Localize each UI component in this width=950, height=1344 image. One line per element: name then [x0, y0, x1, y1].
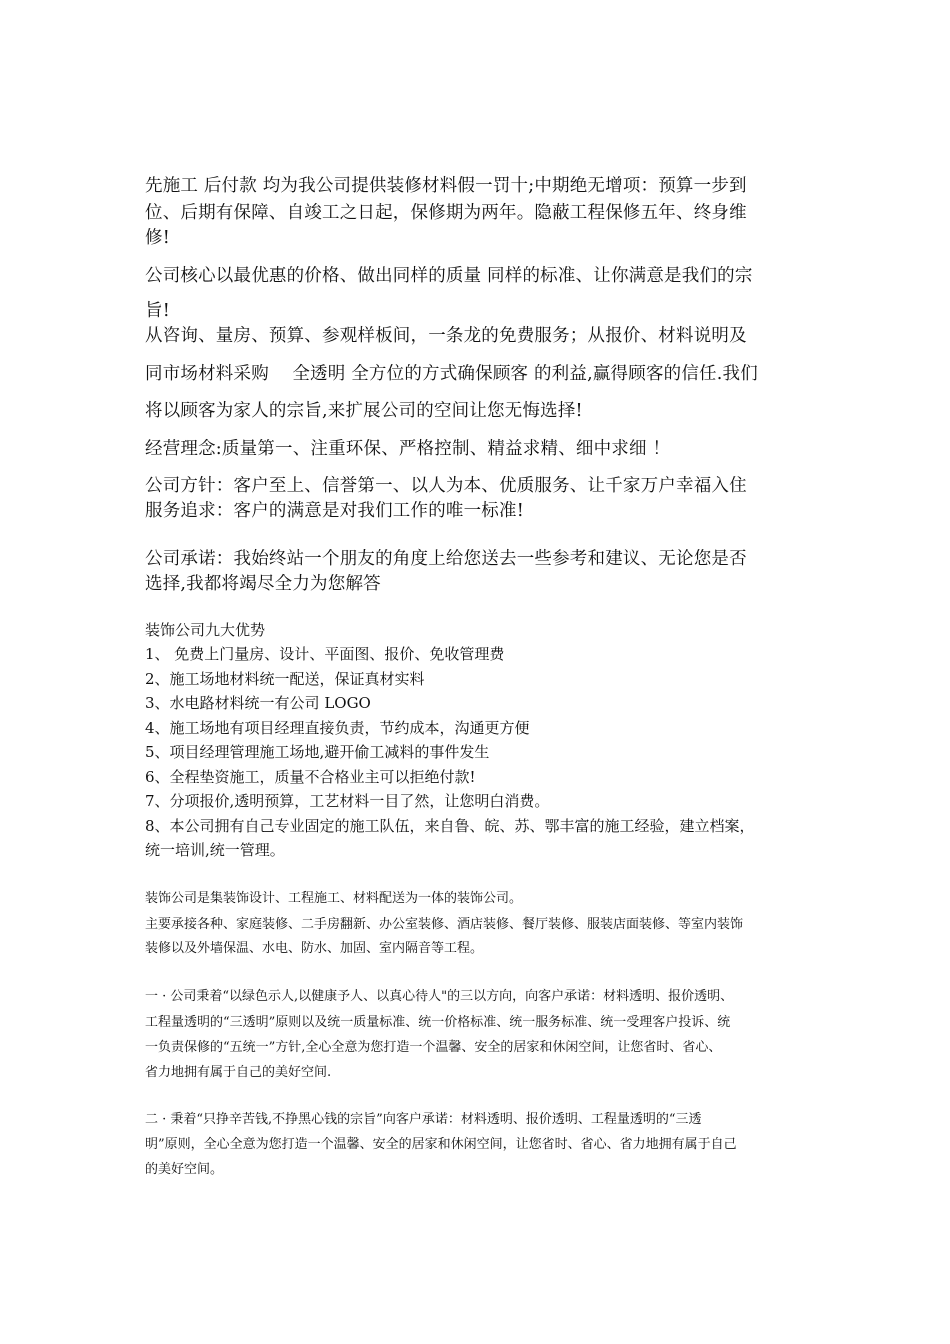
advantage-item-2: 2、施工场地材料统一配送，保证真材实料: [145, 670, 425, 688]
point-one-line-3: 一负责保修的“五统一”方针,全心全意为您打造一个温馨、安全的居家和休闲空间，让您省时、省心、: [145, 1040, 722, 1055]
advantage-item-3: 3、水电路材料统一有公司 LOGO: [145, 694, 371, 712]
intro-line-3: 修!: [145, 228, 170, 248]
advantage-item-8: 8、本公司拥有自己专业固定的施工队伍，来自鲁、皖、苏、鄂丰富的施工经验，建立档案，: [145, 817, 755, 835]
point-two-line-1: 二 · 秉着“只挣辛苦钱,不挣黑心钱的宗旨”向客户承诺：材料透明、报价透明、工程量透明的“三透: [145, 1112, 702, 1127]
advantage-item-7: 7、分项报价,透明预算，工艺材料一目了然，让您明白消费。: [145, 792, 550, 810]
about-line-2: 主要承接各种、家庭装修、二手房翻新、办公室装修、酒店装修、餐厅装修、服装店面装修、等室内装饰: [145, 917, 744, 932]
advantages-title: 装饰公司九大优势: [145, 621, 266, 639]
point-one-line-2: 工程量透明的“三透明”原则以及统一质量标准、统一价格标准、统一服务标准、统一受理客户投诉、统: [145, 1015, 731, 1030]
policy-line: 公司方针：客户至上、信誉第一、以人为本、优质服务、让千家万户幸福入住: [145, 476, 747, 496]
intro-line-1: 先施工 后付款 均为我公司提供装修材料假一罚十;中期绝无增项：预算一步到: [145, 176, 747, 196]
pursuit-line: 服务追求：客户的满意是对我们工作的唯一标准!: [145, 501, 524, 521]
service-line-2: 同市场材料采购 全透明 全方位的方式确保顾客 的利益,赢得顾客的信任.我们: [145, 364, 758, 384]
service-line-3: 将以顾客为家人的宗旨,来扩展公司的空间让您无悔选择!: [145, 401, 583, 421]
core-line-2: 旨!: [145, 301, 170, 321]
core-line-1: 公司核心以最优惠的价格、做出同样的质量 同样的标准、让你满意是我们的宗: [145, 266, 753, 286]
service-line-1: 从咨询、量房、预算、参观样板间，一条龙的免费服务；从报价、材料说明及: [145, 326, 747, 346]
promise-line-1: 公司承诺：我始终站一个朋友的角度上给您送去一些参考和建议、无论您是否: [145, 549, 747, 569]
point-two-line-2: 明”原则，全心全意为您打造一个温馨、安全的居家和休闲空间，让您省时、省心、省力地拥有属于自己: [145, 1137, 737, 1152]
advantage-item-5: 5、项目经理管理施工场地,避开偷工减料的事件发生: [145, 743, 490, 761]
advantage-item-1: 1、 免费上门量房、设计、平面图、报价、免收管理费: [145, 645, 505, 663]
about-line-1: 装饰公司是集装饰设计、工程施工、材料配送为一体的装饰公司。: [145, 891, 523, 906]
advantage-item-6: 6、全程垫资施工，质量不合格业主可以拒绝付款!: [145, 768, 476, 786]
philosophy-line: 经营理念:质量第一、注重环保、严格控制、精益求精、细中求细 ！: [145, 439, 671, 459]
about-line-3: 装修以及外墙保温、水电、防水、加固、室内隔音等工程。: [145, 941, 484, 956]
advantage-item-8-cont: 统一培训,统一管理。: [145, 841, 285, 859]
advantage-item-4: 4、施工场地有项目经理直接负责，节约成本，沟通更方便: [145, 719, 530, 737]
point-two-line-3: 的美好空间。: [145, 1162, 224, 1177]
point-one-line-1: 一 · 公司秉着“以绿色示人,以健康予人、以真心待人"的三以方向，向客户承诺：材料透明、报价透明、: [145, 989, 734, 1004]
point-one-line-4: 省力地拥有属于自己的美好空间.: [145, 1065, 332, 1080]
promise-line-2: 选择,我都将竭尽全力为您解答: [145, 574, 381, 594]
intro-line-2: 位、后期有保障、自竣工之日起，保修期为两年。隐蔽工程保修五年、终身维: [145, 203, 747, 223]
